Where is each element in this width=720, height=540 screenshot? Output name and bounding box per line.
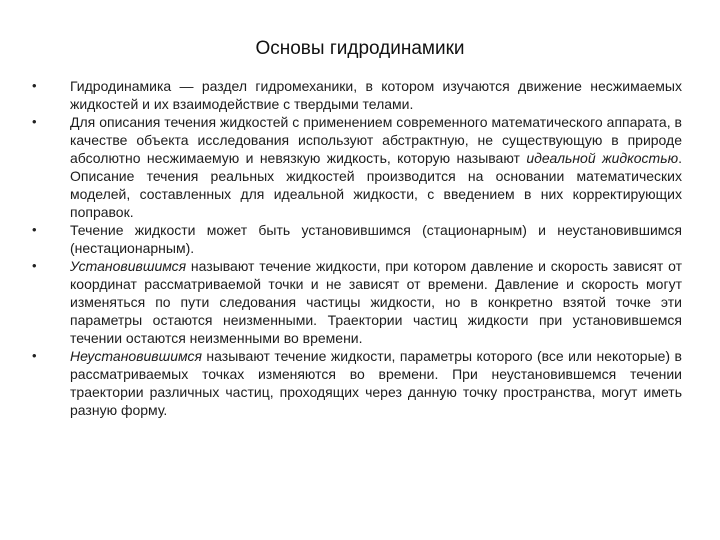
bullet-text <box>70 77 682 113</box>
emphasis-term: идеальной жидкостью <box>526 150 679 166</box>
bullet-text-part: Для описания течения жидкостей с применением современного математического аппарата, в качестве объекта исследования используют абстрактную, не существующую в природе абсолютно несжимаемую и невязкую жидкость, которую называют <box>70 114 682 166</box>
bullet-text-part: Течение жидкости может быть установившимся (стационарным) и неустановившимся (нестационарным). <box>70 222 682 256</box>
bullet-text-part: называют течение жидкости, при котором давление и скорость зависят от координат рассматриваемой точки и не зависят от времени. Давление и скорость могут изменяться по пути следования частицы жидкости, но в конкретно взятой точке эти параметры остаются неизменными. Траектории частиц жидкости при установившемся течении остаются неизменными во времени. <box>70 258 682 346</box>
bullet-text-part: называют течение жидкости, параметры которого (все или некоторые) в рассматриваемых точках изменяются во времени. При неустановившемся течении траектории различных частиц, проходящих через данную точку пространства, могут иметь разную форму. <box>70 348 682 418</box>
bullet-marker: • <box>32 114 37 129</box>
bullet-marker: • <box>32 222 37 237</box>
bullet-text-part: . Описание течения реальных жидкостей производится на основании математических моделей, составленных для идеальной жидкости, с введением в них корректирующих поправок. <box>70 150 682 220</box>
emphasis-term: Установившимся <box>70 258 187 274</box>
emphasis-term: Неустановившимся <box>70 348 202 364</box>
bullet-text <box>70 113 682 221</box>
bullet-item-unsteady-flow <box>32 347 682 419</box>
slide-title: Основы гидродинамики <box>255 38 465 59</box>
bullet-marker: • <box>32 78 37 93</box>
bullet-item-flow-types <box>32 221 682 257</box>
bullet-text <box>70 221 682 257</box>
bullet-text-part: Гидродинамика — раздел гидромеханики, в котором изучаются движение несжимаемых жидкостей и их взаимодействие с твердыми телами. <box>70 78 682 112</box>
bullet-marker: • <box>32 258 37 273</box>
bullet-list <box>32 77 682 419</box>
bullet-item-steady-flow <box>32 257 682 347</box>
bullet-marker: • <box>32 348 37 363</box>
bullet-item-definition <box>32 77 682 113</box>
bullet-item-ideal-fluid <box>32 113 682 221</box>
bullet-text <box>70 257 682 347</box>
bullet-text <box>70 347 682 419</box>
